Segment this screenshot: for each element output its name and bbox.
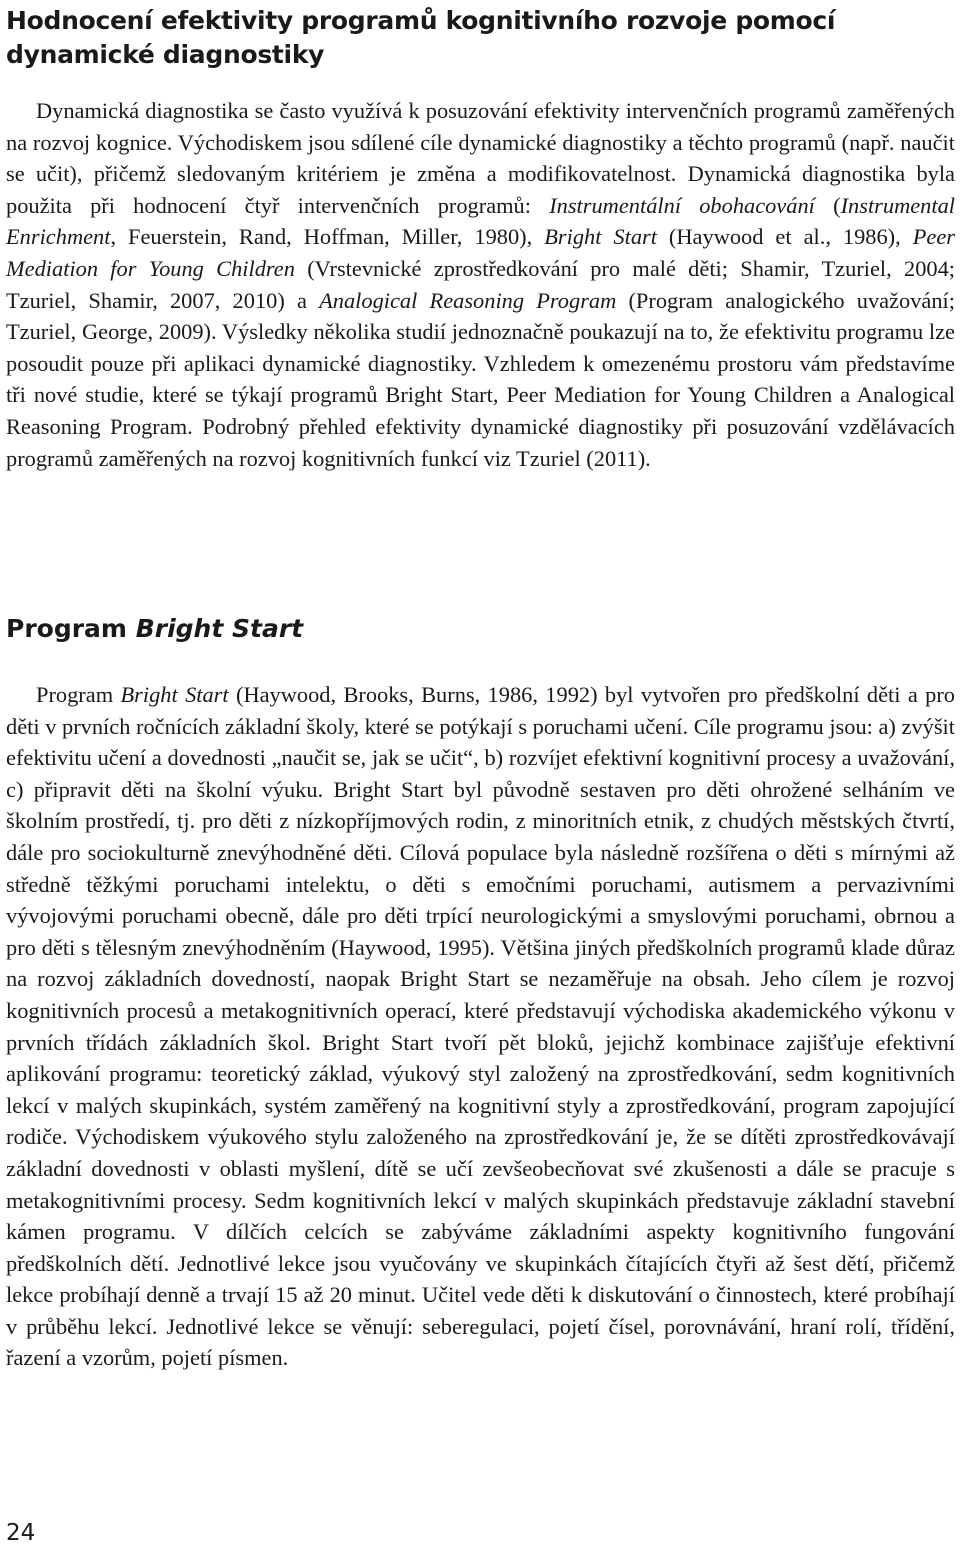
italic-title-peer-mediation: Peer Mediation for Young Children (6, 224, 955, 281)
page-number: 24 (6, 1520, 36, 1546)
italic-title-analogical-reasoning: Analogical Reasoning Program (319, 287, 617, 313)
section-title: Hodnocení efektivity programů kognitivního rozvoje pomocí dynamické diagnostiky (6, 6, 836, 69)
text-run: (Program analogického uvažování; Tzuriel, George, 2009). Výsledky několika studií jednoznačně poukazují na to, že efektivitu programu lze posoudit pouze při aplikaci dynamické diagnostiky. Vzhledem k omezenému prostoru vám představíme tři nové studie, které se týkají programů Bright Start, Peer Mediation for Young Children a Analogical Reasoning Program. Podrobný přehled efektivity dynamické diagnostiky při posuzování vzdělávacích programů zaměřených na rozvoj kognitivních funkcí viz Tzuriel (2011). (6, 287, 955, 471)
text-run: , Feuerstein, Rand, Hoffman, Miller, 1980), (110, 224, 545, 250)
subsection-title-italic: Bright Start (135, 614, 304, 643)
text-run: (Haywood, Brooks, Burns, 1986, 1992) byl vytvořen pro předškolní děti a pro děti v prvních ročnících základní školy, které se potýkají s poruchami učení. Cíle programu jsou: a) zvýšit efektivitu učení a dovednosti „naučit se, jak se učit“, b) rozvíjet efektivní kognitivní procesy a uvažování, c) připravit děti na školní výuku. Bright Start byl původně sestaven pro děti ohrožené selháním ve školním prostředí, tj. pro děti z nízkopříjmových rodin, z minoritních etnik, z chudých městských čtvrtí, dále pro sociokulturně znevýhodněné děti. Cílová populace byla následně rozšířena o děti s mírnými až středně těžkými poruchami intelektu, o děti s emočními poruchami, autismem a pervazivními vývojovými poruchami obecně, dále pro děti trpící neurologickými a smyslovými poruchami, obrnou a pro děti s tělesným znevýhodněním (Haywood, 1995). Většina jiných předškolních programů klade důraz na rozvoj základních dovedností, naopak Bright Start se nezaměřuje na obsah. Jeho cílem je rozvoj kognitivních procesů a metakognitivních operací, které představují východiska akademického výkonu v prvních třídách základních škol. Bright Start tvoří pět bloků, jejichž kombinace zajišťuje efektivní aplikování programu: teoretický základ, výukový styl založený na zprostředkování, sedm kognitivních lekcí v malých skupinkách, systém zaměřený na kognitivní styly a zprostředkování, program zapojující rodiče. Východiskem výukového stylu založeného na zprostředkování je, že se dítěti zprostředkovávají základní dovednosti v oblasti myšlení, dítě se učí zevšeobecňovat své zkušenosti a dále se pracuje s metakognitivními procesy. Sedm kognitivních lekcí v malých skupinkách představuje základní stavební kámen programu. V dílčích celcích se zabýváme základními aspekty kognitivního fungování předškolních dětí. Jednotlivé lekce jsou vyučovány ve skupinkách čítajících čtyři až šest dětí, přičemž lekce probíhají denně a trvají 15 až 20 minut. Učitel vede děti k diskutování o činnostech, které probíhají v průběhu lekcí. Jednotlivé lekce se věnují: seberegulaci, pojetí čísel, porovnávání, hraní rolí, třídění, řazení a vzorům, pojetí písmen. (6, 682, 956, 1371)
text-run: Dynamická diagnostika se často využívá k posuzování efektivity intervenčních programů zaměřených na rozvoj kognice. Východiskem jsou sdílené cíle dynamické diagnostiky a těchto programů (např. naučit se učit), přičemž sledovaným kritériem je změna a modifikovatelnost. Dynamická diagnostika byla použita při hodnocení čtyř intervenčních programů: (6, 98, 955, 218)
text-run: (Vrstevnické zprostředkování pro malé děti; Shamir, Tzuriel, 2004; Tzuriel, Shamir, 2007, 2010) a (6, 255, 956, 313)
text-run: (Haywood et al., 1986), (656, 224, 913, 250)
paragraph-intro (6, 95, 955, 474)
subsection-title (6, 612, 946, 646)
text-run: ( (814, 192, 841, 218)
text-run: Program (36, 682, 121, 707)
paragraph-bright-start (6, 679, 955, 1374)
italic-title-instrumental-enrichment: Instrumental Enrichment (6, 192, 956, 250)
italic-title-instrumental-obohacovani: Instrumentální obohacování (549, 192, 815, 218)
italic-title-bright-start: Bright Start (544, 224, 657, 250)
italic-title-bright-start: Bright Start (120, 682, 229, 707)
subsection-title-prefix: Program (6, 614, 136, 643)
